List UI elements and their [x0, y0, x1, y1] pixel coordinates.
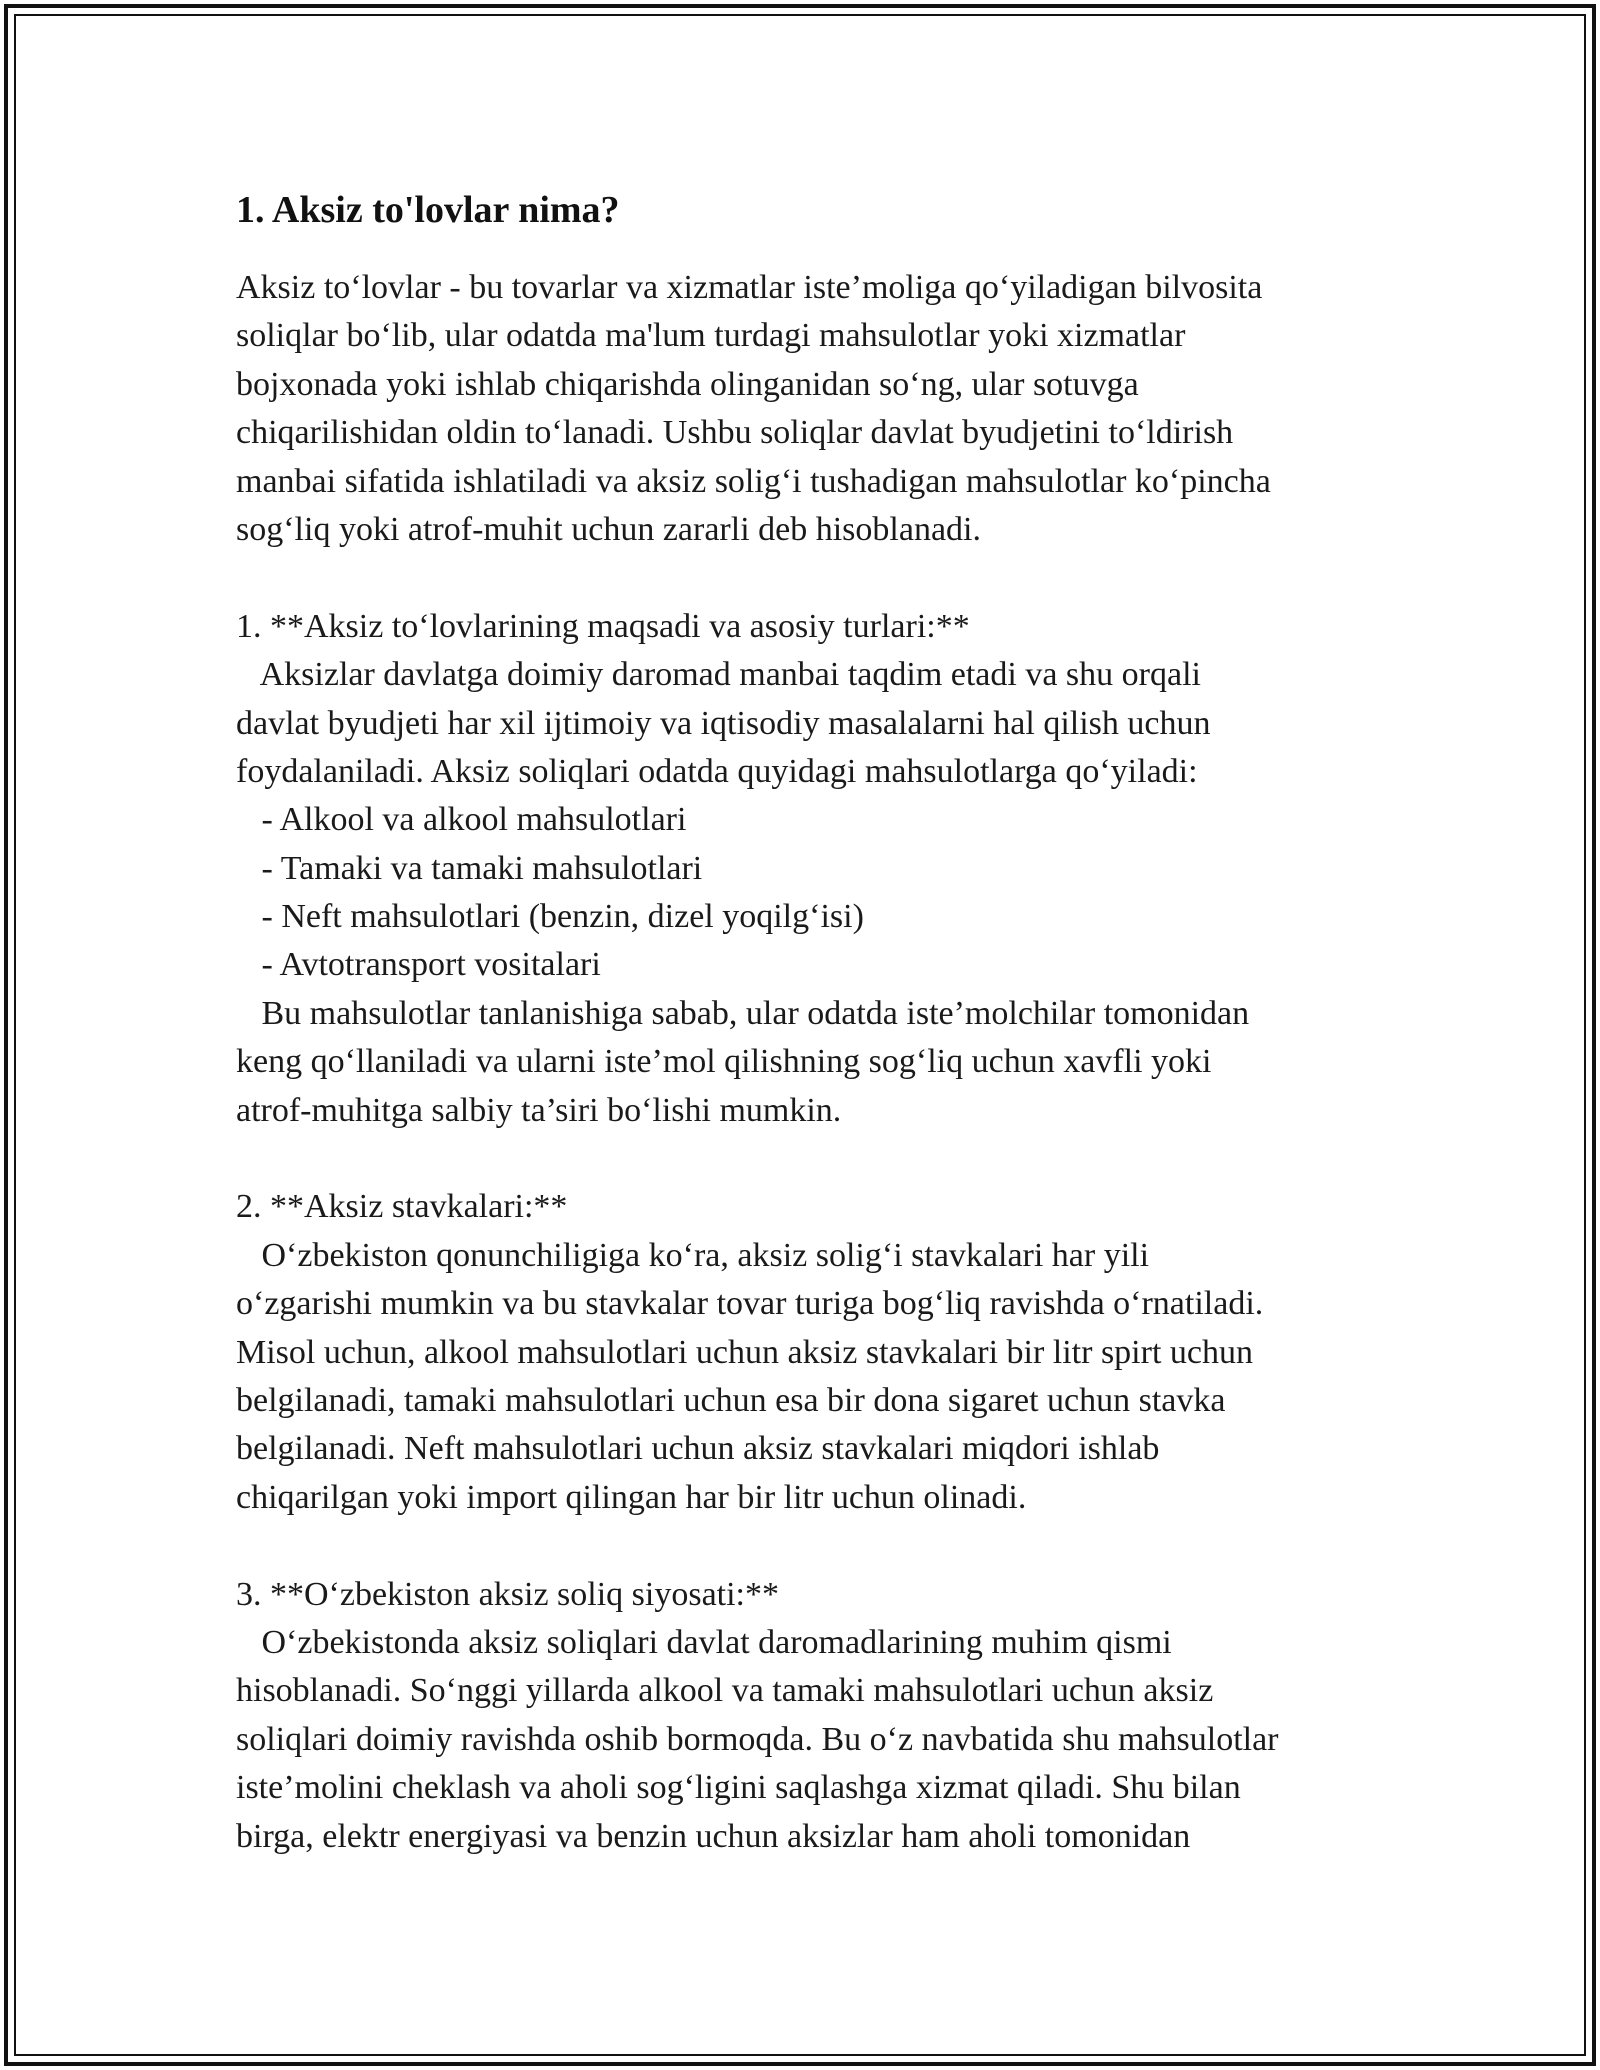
text-line: soliqlari doimiy ravishda oshib bormoqda. Bu o‘z navbatida shu mahsulotlar: [236, 1720, 1279, 1758]
text-line: O‘zbekiston qonunchiligiga ko‘ra, aksiz solig‘i stavkalari har yili: [236, 1236, 1150, 1274]
text-line: chiqarilgan yoki import qilingan har bir litr uchun olinadi.: [236, 1478, 1027, 1516]
text-line: sog‘liq yoki atrof-muhit uchun zararli deb hisoblanadi.: [236, 510, 981, 548]
text-line: O‘zbekistonda aksiz soliqlari davlat daromadlarining muhim qismi: [236, 1623, 1172, 1661]
text-line: - Tamaki va tamaki mahsulotlari: [236, 849, 703, 887]
text-line: soliqlar bo‘lib, ular odatda ma'lum turdagi mahsulotlar yoki xizmatlar: [236, 317, 1186, 355]
text-line: atrof-muhitga salbiy ta’siri bo‘lishi mumkin.: [236, 1091, 842, 1129]
text-line: belgilanadi, tamaki mahsulotlari uchun esa bir dona sigaret uchun stavka: [236, 1381, 1226, 1419]
text-line: Aksiz to‘lovlar - bu tovarlar va xizmatlar iste’moliga qo‘yiladigan bilvosita: [236, 269, 1263, 306]
text-line: manbai sifatida ishlatiladi va aksiz solig‘i tushadigan mahsulotlar ko‘pincha: [236, 462, 1271, 500]
blank-line: [236, 554, 1386, 602]
text-line: iste’molini cheklash va aholi sog‘ligini saqlashga xizmat qiladi. Shu bilan: [236, 1769, 1241, 1807]
text-line: o‘zgarishi mumkin va bu stavkalar tovar turiga bog‘liq ravishda o‘rnatiladi.: [236, 1285, 1264, 1323]
text-line: hisoblanadi. So‘nggi yillarda alkool va tamaki mahsulotlari uchun aksiz: [236, 1672, 1214, 1710]
text-line: Misol uchun, alkool mahsulotlari uchun aksiz stavkalari bir litr spirt uchun: [236, 1333, 1253, 1371]
text-line: chiqarilishidan oldin to‘lanadi. Ushbu soliqlar davlat byudjetini to‘ldirish: [236, 414, 1234, 452]
text-line: birga, elektr energiyasi va benzin uchun aksizlar ham aholi tomonidan: [236, 1817, 1191, 1855]
text-line: - Avtotransport vositalari: [236, 946, 601, 984]
document-body: [236, 186, 1386, 1861]
text-line: Aksizlar davlatga doimiy daromad manbai taqdim etadi va shu orqali: [236, 656, 1201, 694]
blank-line: [236, 1135, 1386, 1183]
text-line: foydalaniladi. Aksiz soliqlari odatda quyidagi mahsulotlarga qo‘yiladi:: [236, 752, 1198, 790]
text-lines: [236, 264, 1386, 1861]
text-line: 3. **O‘zbekiston aksiz soliq siyosati:**: [236, 1575, 780, 1613]
text-line: - Neft mahsulotlari (benzin, dizel yoqilg‘isi): [236, 898, 864, 936]
text-line: keng qo‘llaniladi va ularni iste’mol qilishning sog‘liq uchun xavfli yoki: [236, 1043, 1212, 1081]
text-line: - Alkool va alkool mahsulotlari: [236, 801, 687, 839]
section-heading: 1. Aksiz to'lovlar nima?: [236, 189, 620, 231]
text-line: Bu mahsulotlar tanlanishiga sabab, ular odatda iste’molchilar tomonidan: [236, 994, 1250, 1032]
text-line: davlat byudjeti har xil ijtimoiy va iqtisodiy masalalarni hal qilish uchun: [236, 704, 1211, 742]
text-line: 1. **Aksiz to‘lovlarining maqsadi va asosiy turlari:**: [236, 607, 970, 645]
text-line: belgilanadi. Neft mahsulotlari uchun aksiz stavkalari miqdori ishlab: [236, 1430, 1160, 1468]
blank-line: [236, 1522, 1386, 1570]
text-line: 2. **Aksiz stavkalari:**: [236, 1188, 568, 1226]
text-line: bojxonada yoki ishlab chiqarishda olinganidan so‘ng, ular sotuvga: [236, 365, 1139, 403]
